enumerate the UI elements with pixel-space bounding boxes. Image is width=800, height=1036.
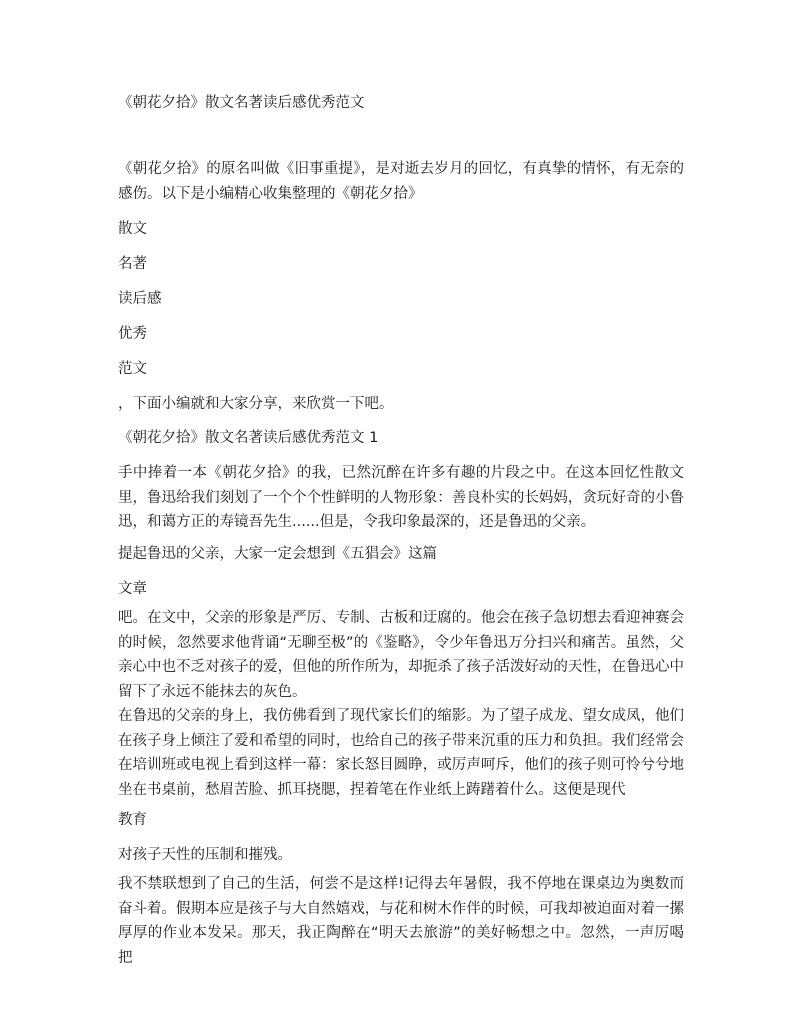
- tag-review: 读后感: [118, 291, 162, 307]
- document-title: 《朝花夕拾》散文名著读后感优秀范文: [118, 95, 365, 111]
- paragraph-1: 手中捧着一本《朝花夕拾》的我，已然沉醉在许多有趣的片段之中。在这本回忆性散文里，鲁迅给我们刻划了一个个个性鲜明的人物形象：善良朴实的长妈妈，贪玩好奇的小鲁迅，和蔼方正的寿镜吾先生......但是，令我印象最深的，还是鲁迅的父亲。: [118, 465, 684, 530]
- word-article: 文章: [118, 581, 147, 597]
- paragraph-5: 对孩子天性的压制和摧残。: [118, 847, 292, 863]
- share-line: ，下面小编就和大家分享，来欣赏一下吧。: [118, 396, 394, 412]
- intro-paragraph: 《朝花夕拾》的原名叫做《旧事重提》，是对逝去岁月的回忆，有真挚的情怀，有无奈的感伤。以下是小编精心收集整理的《朝花夕拾》: [118, 161, 684, 202]
- paragraph-4: 在鲁迅的父亲的身上，我仿佛看到了现代家长们的缩影。为了望子成龙、望女成凤，他们在孩子身上倾注了爱和希望的同时，也给自己的孩子带来沉重的压力和负担。我们经常会在培训班或电视上看到这样一幕：家长怒目圆睁，或厉声呵斥，他们的孩子则可怜兮兮地坐在书桌前，愁眉苦脸、抓耳挠腮，捏着笔在作业纸上踌躇着什么。这便是现代: [118, 708, 684, 798]
- paragraph-2: 提起鲁迅的父亲，大家一定会想到《五猖会》这篇: [118, 546, 437, 562]
- paragraph-3: 吧。在文中，父亲的形象是严厉、专制、古板和迂腐的。他会在孩子急切想去看迎神赛会的时候，忽然要求他背诵“无聊至极”的《鉴略》，令少年鲁迅万分扫兴和痛苦。虽然，父亲心中也不乏对孩子的爱，但他的所作所为，却扼杀了孩子活泼好动的天性，在鲁迅心中留下了永远不能抹去的灰色。: [118, 610, 684, 700]
- paragraph-6: 我不禁联想到了自己的生活，何尝不是这样!记得去年暑假，我不停地在课桌边为奥数而奋斗着。假期本应是孩子与大自然嬉戏，与花和树木作伴的时候，可我却被迫面对着一摞厚厚的作业本发呆。那天，我正陶醉在“明天去旅游”的美好畅想之中。忽然，一声厉喝把: [118, 876, 684, 966]
- tag-classic: 名著: [118, 256, 147, 272]
- tag-prose: 散文: [118, 221, 147, 237]
- section-heading: 《朝花夕拾》散文名著读后感优秀范文 1: [118, 430, 379, 446]
- tag-excellent: 优秀: [118, 326, 147, 342]
- tag-sample: 范文: [118, 361, 147, 377]
- word-education: 教育: [118, 812, 147, 828]
